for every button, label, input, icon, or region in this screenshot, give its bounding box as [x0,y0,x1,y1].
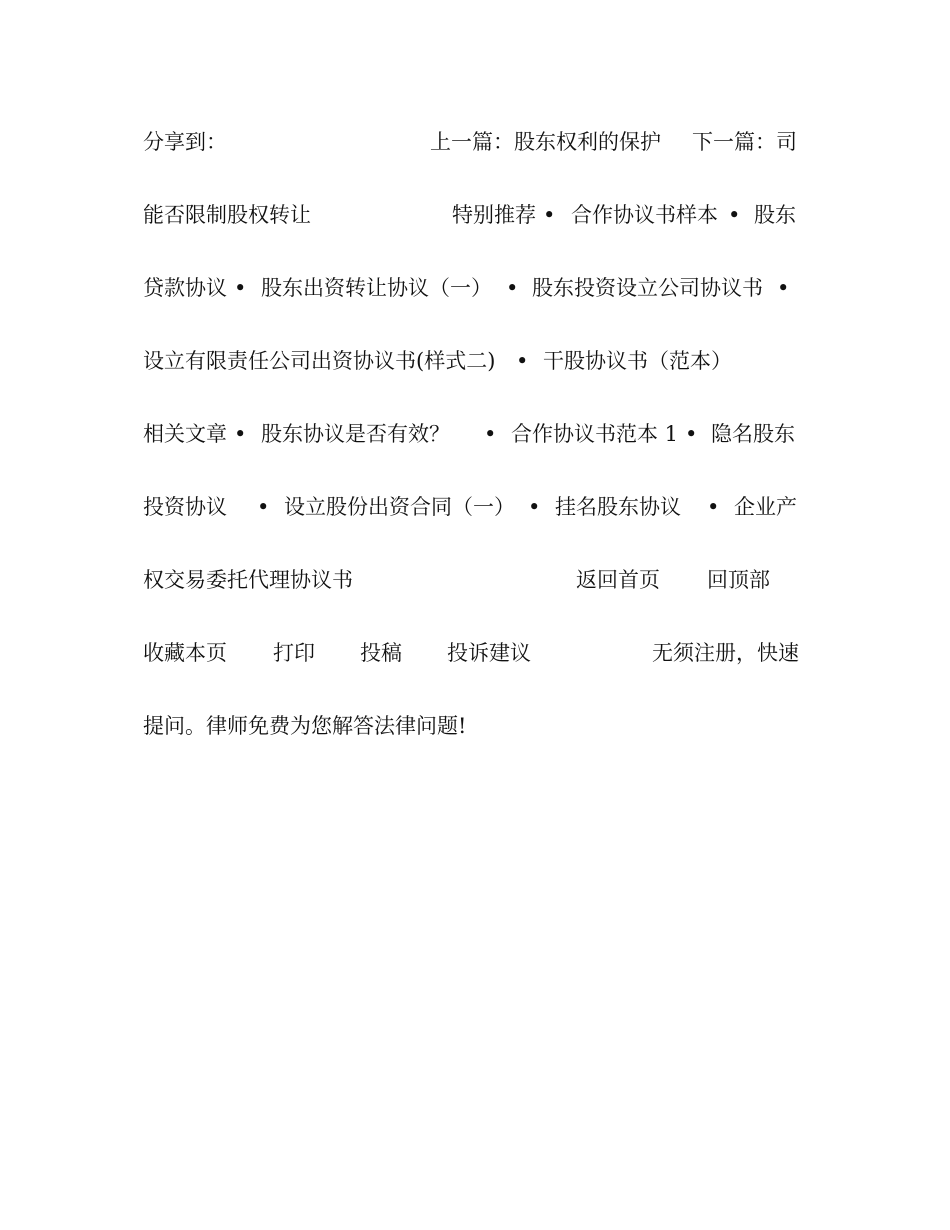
special-link-4[interactable]: 股东投资设立公司协议书 [532,276,763,300]
bullet: • [234,422,247,446]
related-line-2 [143,487,813,527]
related-line-1 [143,414,813,454]
promo-text[interactable]: 无须注册，快速 [652,641,799,665]
related-link-4[interactable]: 设立股份出资合同（一） [284,495,515,519]
bullet: • [234,276,247,300]
back-home-link[interactable]: 返回首页 [576,568,660,592]
related-link-6[interactable]: 企业产 [734,495,797,519]
special-link-2[interactable]: 股东 [754,203,796,227]
related-link-3[interactable]: 隐名股东 [711,422,795,446]
share-line [143,122,813,162]
special-recommend-label: 特别推荐 [452,203,536,227]
special-line-3 [143,341,813,381]
related-link-2[interactable]: 合作协议书范本 1 [511,422,679,446]
tools-line [143,633,813,673]
prev-article-link[interactable]: 上一篇：股东权利的保护 [430,130,661,154]
nav-line [143,560,813,600]
related-link-6-cont[interactable]: 权交易委托代理协议书 [143,568,353,592]
back-to-top-link[interactable]: 回顶部 [707,568,770,592]
submit-link[interactable]: 投稿 [360,641,402,665]
bullet: • [777,276,790,300]
bullet: • [685,422,698,446]
bullet: • [528,495,541,519]
bullet: • [543,203,556,227]
next-article-link-cont[interactable]: 能否限制股权转让 [143,203,311,227]
related-link-5[interactable]: 挂名股东协议 [555,495,681,519]
next-article-link[interactable]: 下一篇：司 [692,130,797,154]
special-link-2-cont[interactable]: 贷款协议 [143,276,227,300]
bullet: • [506,276,519,300]
promo-text-cont[interactable]: 提问。律师免费为您解答法律问题! [143,714,467,738]
share-label: 分享到： [143,130,227,154]
special-line-2 [143,268,813,308]
bookmark-link[interactable]: 收藏本页 [143,641,227,665]
promo-line [143,706,813,746]
bullet: • [484,422,497,446]
complaint-link[interactable]: 投诉建议 [447,641,531,665]
bullet: • [707,495,720,519]
bullet: • [728,203,741,227]
bullet: • [516,349,529,373]
related-link-3-cont[interactable]: 投资协议 [143,495,227,519]
special-link-1[interactable]: 合作协议书样本 [571,203,718,227]
special-line-1 [143,195,813,235]
special-link-3[interactable]: 股东出资转让协议（一） [261,276,492,300]
special-link-6[interactable]: 干股协议书（范本） [543,349,732,373]
special-link-5[interactable]: 设立有限责任公司出资协议书(样式二) [143,349,496,373]
bullet: • [257,495,270,519]
related-articles-label: 相关文章 [143,422,227,446]
print-link[interactable]: 打印 [273,641,315,665]
related-link-1[interactable]: 股东协议是否有效？ [261,422,450,446]
